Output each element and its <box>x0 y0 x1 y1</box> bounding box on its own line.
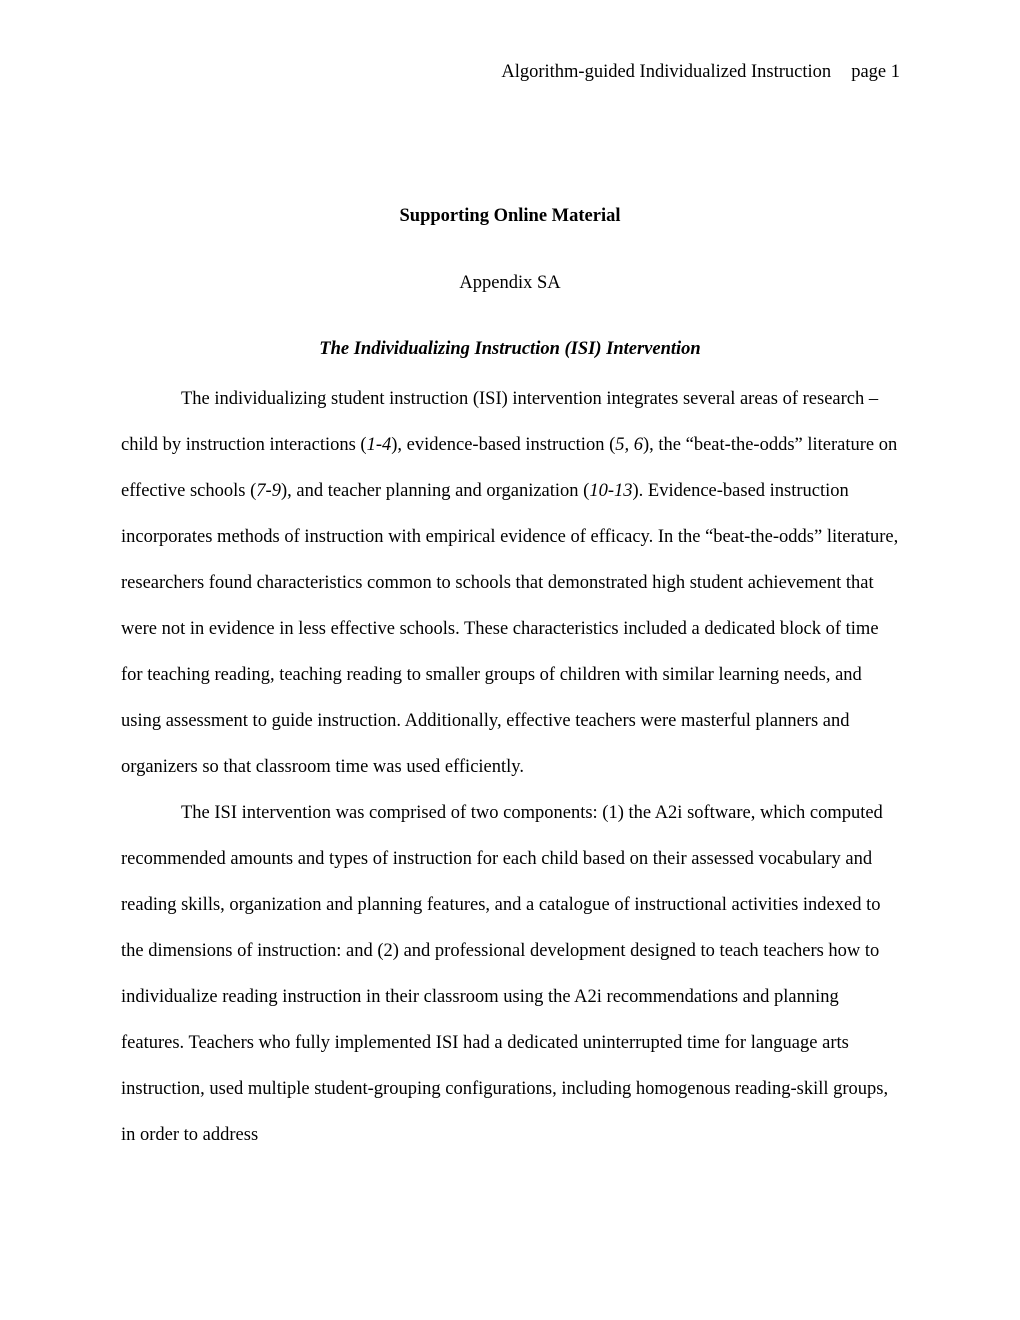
paragraph-1-text: ). Evidence-based instruction incorporates methods of instruction with empirical evidence of efficacy. In the “beat-the-odds” literature, researchers found characteristics common to schools that demonstrated high student achievement that were not in evidence in less effective schools. These characteristics included a dedicated block of time for teaching reading, teaching reading to smaller groups of children with similar learning needs, and using assessment to guide instruction. Additionally, effective teachers were masterful planners and organizers so that classroom time was used efficiently. <box>121 481 899 777</box>
appendix-label: Appendix SA <box>459 273 561 293</box>
paragraph-1-text: ), evidence-based instruction ( <box>391 435 616 455</box>
citation: 1-4 <box>366 435 392 455</box>
paragraph-2: The ISI intervention was comprised of two components: (1) the A2i software, which computed recommended amounts and types of instruction for each child based on their assessed vocabulary and reading skills, organization and planning features, and a catalogue of instructional activities indexed to the dimensions of instruction: and (2) and professional development designed to teach teachers how to individualize reading instruction in their classroom using the A2i recommendations and planning features. Teachers who fully implemented ISI had a dedicated uninterrupted time for language arts instruction, used multiple student-grouping configurations, including homogenous reading-skill groups, in order to address <box>121 803 889 1145</box>
body-text <box>121 376 901 1158</box>
paragraph-1-text: ), and teacher planning and organization ( <box>280 481 590 501</box>
paragraph-1-text: ), the “beat-the-odds” literature on effective schools ( <box>121 435 898 501</box>
paragraph-1-text: The individualizing student instruction (ISI) intervention integrates several areas of research – child by instruction interactions ( <box>121 389 879 455</box>
running-header <box>501 62 900 83</box>
running-title: Algorithm-guided Individualized Instruction <box>501 62 832 82</box>
document-title: Supporting Online Material <box>399 206 621 226</box>
paragraph-1 <box>121 376 901 790</box>
citation: 5, 6 <box>615 435 643 455</box>
citation: 10-13 <box>589 481 633 501</box>
page-number: page 1 <box>851 62 900 82</box>
section-title: The Individualizing Instruction (ISI) Intervention <box>319 339 701 359</box>
citation: 7-9 <box>256 481 281 501</box>
